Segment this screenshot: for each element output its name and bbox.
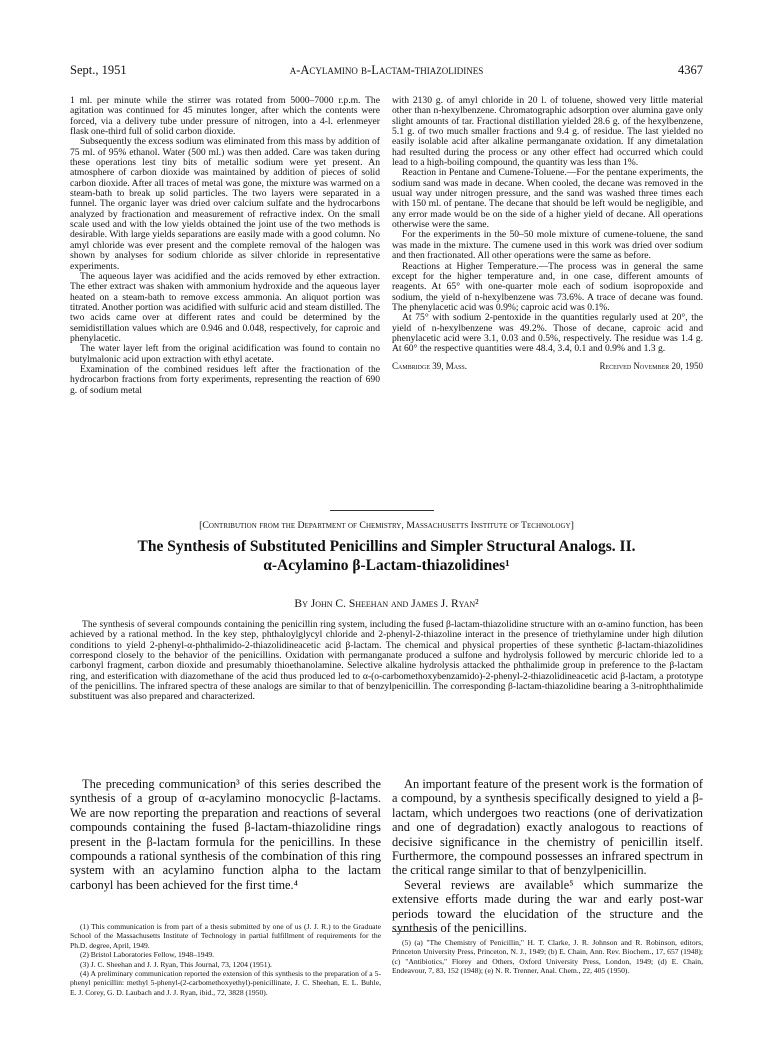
received-date: Received November 20, 1950 [599, 360, 703, 371]
signature-location: Cambridge 39, Mass. [392, 360, 468, 371]
page-number: 4367 [678, 63, 703, 77]
paragraph: Subsequently the excess sodium was eliminated from this mass by addition of 75 ml. of 95% ethanol. Water (500 ml.) was then added. Care was taken during these operations lest tiny bits of metallic sodium were yet present. An atmosphere of carbon dioxide was maintained by addition of pieces of solid carbon dioxide. After all traces of metal was gone, the mixture was warmed on a steam-bath to break up solid particles. The two layers were separated in a funnel. The organic layer was dried over calcium sulfate and the hydrocarbons analyzed by fractionation and measurement of refractive index. On the small scale used and with the low yields obtained the joint use of the two methods is desirable. With large yields separations are easily made with a good column. No amyl chloride was ever present and the complete removal of the halogen was shown by analyses for sodium chloride as silver chloride in representative experiments. [70, 136, 380, 272]
footnote: (2) Bristol Laboratories Fellow, 1948–1949. [80, 950, 215, 960]
running-header [70, 63, 703, 79]
paragraph: An important feature of the present work is the formation of a compound, by a synthesis specifically designed to yield a β-lactam, which undergoes two reactions (one of derivatization and one of degradation) exactly analogous to reactions of decisive significance in the chemistry of penicillin itself. Furthermore, the compound possesses an infrared spectrum in the critical range similar to that of benzylpenicillin. [392, 777, 703, 878]
footnotes-right [392, 938, 703, 976]
footnote: (4) A preliminary communication reported the extension of this synthesis to the preparation of a 5-phenyl penicillin: methyl 5-phenyl-(2-carbomethoxyethyl)-penicillinate, J. C. Sheehan, E. L. Buhle, E. J. Corey, G. D. Laubach and J. J. Ryan, ibid., 72, 3828 (1950). [70, 969, 381, 997]
paragraph: Reactions at Higher Temperature.—The process was in general the same except for the higher temperature and, in one case, different amounts of reagents. At 65° with one-quarter mole each of sodium isopropoxide and sodium, the yield of n-hexylbenzene was 73.6%. A trace of decane was found. The phenylacetic acid was 0.9%; caproic acid was 0.1%. [392, 260, 703, 313]
paragraph: The aqueous layer was acidified and the acids removed by ether extraction. The ether extract was shaken with ammonium hydroxide and the aqueous layer heated on a steam-bath to remove excess ammonia. An aliquot portion was titrated. Another portion was acidified with sulfuric acid and steam distilled. The two acids came over at different rates and could be determined by the semidistillation values which are 0.946 and 0.048, respectively, for caproic and phenylacetic. [70, 270, 380, 344]
paragraph: The water layer left from the original acidification was found to contain no butylmalonic acid upon extraction with ethyl acetate. [70, 343, 380, 365]
paragraph: The preceding communication³ of this series described the synthesis of a group of α-acylamino monocyclic β-lactams. We are now reporting the preparation and reactions of several compounds containing the fused β-lactam-thiazolidine rings present in the β-lactam formula for the penicillins. In these compounds a rational synthesis of the combination of this ring system with an acylamino function alpha to the lactam carbonyl has been achieved for the first time.⁴ [70, 777, 381, 892]
paragraph: 1 ml. per minute while the stirrer was rotated from 5000–7000 r.p.m. The agitation was continued for 45 minutes longer, after which the contents were forced, via a delivery tube under pressure of nitrogen, into a 4-l. erlenmeyer flask one-third full of solid carbon dioxide. [70, 95, 380, 138]
header-title: α-Acylamino β-Lactam-thiazolidines [289, 63, 484, 77]
footnotes-left [70, 922, 381, 997]
footnote: (5) (a) "The Chemistry of Penicillin," H. T. Clarke, J. R. Johnson and R. Robinson, editors, Princeton University Press, Princeton, N. J., 1949; (b) E. Chain, Ann. Rev. Biochem., 17, 657 (1948); (c) "Antibiotics," Florey and Others, Oxford University Press, London, 1949; (d) E. Chain, Endeavour, 7, 83, 152 (1948); (e) N. R. Trenner, Anal. Chem., 22, 405 (1950). [392, 938, 703, 976]
paragraph: Reaction in Pentane and Cumene-Toluene.—For the pentane experiments, the sodium sand was made in decane. When cooled, the decane was removed in the usual way under nitrogen pressure, and the sand was washed three times each with 150 ml. of pentane. The decane that should be left would be negligible, and any error made would be on the side of a higher yield of decane. All operations otherwise were the same. [392, 167, 703, 231]
body-left-column [70, 777, 381, 892]
footnote: (1) This communication is from part of a thesis submitted by one of us (J. J. R.) to the Graduate School of the Massachusetts Institute of Technology in partial fulfillment of requirements for the Ph.D. degree, April, 1949. [70, 922, 381, 950]
footnote-divider [392, 931, 432, 932]
top-right-column [392, 96, 703, 373]
abstract: The synthesis of several compounds containing the penicillin ring system, including the fused β-lactam-thiazolidine structure with an α-amino function, has been achieved by a rational method. In the key step, phthaloylglycyl chloride and 2-phenyl-2-thiazoline interact in the presence of triethylamine under high dilution conditions to yield 2-phenyl-α-phthalimido-2-thiazolidineacetic acid β-lactam. The chemical and physical properties of these synthetic β-lactam-thiazolidines correspond closely to the behavior of the penicillins. Oxidation with permanganate produced a sulfone and hydrolysis followed by mercuric chloride led to a carbonyl fragment, carbon dioxide and presumably thioethanolamine. Selective alkaline hydrolysis attacked the phthalimide group in preference to the β-lactam ring, and esterification with diazomethane of the acid thus produced led to α-(o-carbomethoxybenzamido)-2-phenyl-2-thiazolidineacetic acid β-lactam, a prototype of the penicillins. The infrared spectra of these analogs are similar to that of benzylpenicillin. The corresponding β-lactam-thiazolidine bearing a 3-nitrophthalimide substituent was also prepared and characterized. [70, 619, 703, 703]
signature-line [392, 361, 703, 373]
top-left-column [70, 96, 380, 396]
authors: By John C. Sheehan and James J. Ryan² [294, 598, 479, 610]
paragraph: For the experiments in the 50–50 mole mixture of cumene-toluene, the sand was made in the mixture. The cumene used in this work was dried over sodium and then fractionated. All other operations were the same as before. [392, 229, 703, 262]
footnote: (3) J. C. Sheehan and J. J. Ryan, This Journal, 73, 1204 (1951). [80, 959, 272, 969]
body-right-column [392, 777, 703, 935]
header-date: Sept., 1951 [70, 63, 127, 77]
paragraph: Several reviews are available⁵ which summarize the extensive efforts made during the war and early post-war periods toward the elucidation of the structure and the synthesis of the penicillins. [392, 877, 703, 936]
title-line-1: The Synthesis of Substituted Penicillins and Simpler Structural Analogs. II. [137, 538, 636, 555]
article-title [70, 537, 703, 575]
section-divider [330, 510, 434, 511]
paragraph: with 2130 g. of amyl chloride in 20 l. of toluene, showed very little material other than n-hexylbenzene. Chromatographic adsorption over alumina gave only slight amounts of tar. Fractional distillation yielded 28.6 g. of the hexylbenzene, 5.1 g. of two much smaller fractions and 9.4 g. of residue. The last yielded no easily isolable acid after alkaline permanganate oxidation. If any dimetalation had resulted during the process or any other effect had occurred which could lead to a high-boiling compound, the quantity was less than 1%. [392, 95, 703, 169]
contribution-line: [Contribution from the Department of Chemistry, Massachusetts Institute of Technology] [199, 520, 574, 531]
title-line-2: α-Acylamino β-Lactam-thiazolidines¹ [263, 557, 510, 574]
paragraph: At 75° with sodium 2-pentoxide in the quantities regularly used at 20°, the yield of n-hexylbenzene was 49.2%. Those of decane, caproic acid and phenylacetic acid were 3.1, 0.03 and 0.5%, respectively. The residue was 1.4 g. At 60° the respective quantities were 48.4, 3.4, 0.1 and 0.9% and 1.3 g. [392, 312, 703, 355]
paragraph: Examination of the combined residues left after the fractionation of the hydrocarbon fractions from forty experiments, representing the reaction of 690 g. of sodium metal [70, 363, 380, 396]
